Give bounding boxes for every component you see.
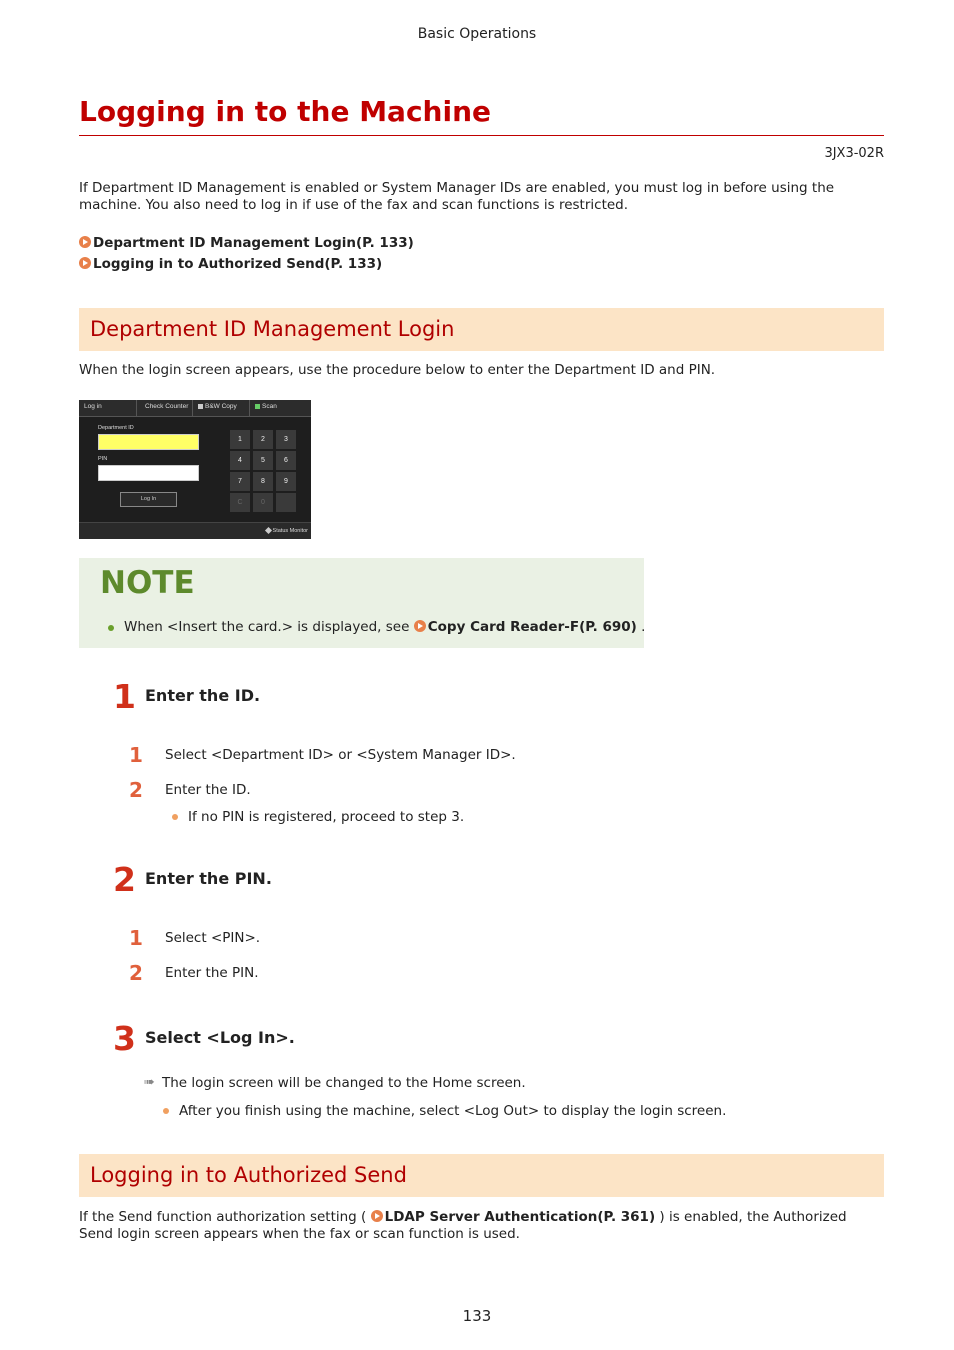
step-title: Enter the ID.	[145, 686, 261, 705]
bullet-text: If no PIN is registered, proceed to step 3.	[188, 809, 465, 825]
step-title: Enter the PIN.	[145, 869, 272, 888]
page-title: Logging in to the Machine	[79, 95, 492, 128]
link-arrow-icon	[371, 1210, 383, 1222]
step-number: 1	[113, 677, 136, 716]
link-arrow-icon	[414, 620, 426, 632]
login-screen-image	[79, 400, 311, 539]
screen-status-bar	[79, 522, 311, 539]
bullet-text: After you finish using the machine, select <Log Out> to display the login screen.	[179, 1103, 727, 1119]
link-ldap-auth[interactable]: LDAP Server Authentication(P. 361)	[371, 1209, 656, 1225]
screen-tab-scan: Scan	[255, 403, 277, 410]
screen-key: 3	[276, 430, 296, 449]
link-label: Department ID Management Login(P. 133)	[93, 235, 414, 251]
substep-text: Select <Department ID> or <System Manager ID>.	[165, 747, 516, 763]
note-bullet-dot	[108, 625, 114, 631]
link-copy-card-reader[interactable]: Copy Card Reader-F(P. 690)	[414, 619, 637, 635]
result-arrow-icon: ➠	[144, 1075, 155, 1090]
link-department-login[interactable]	[79, 235, 414, 251]
screen-tab-check-counter: Check Counter	[145, 403, 189, 410]
screen-login-button: Log In	[120, 492, 177, 507]
title-rule	[79, 135, 884, 136]
substep-text: Select <PIN>.	[165, 930, 261, 946]
screen-key: 7	[230, 472, 250, 491]
section2-paragraph: If the Send function authorization setting ( LDAP Server Authentication(P. 361) ) is enabled, the Authorized Send login screen appears when the fax or scan function is used.	[79, 1209, 847, 1242]
step-number: 2	[113, 860, 136, 899]
substep-number: 2	[129, 778, 143, 802]
page-number: 133	[462, 1307, 492, 1325]
screen-tab-login: Log in	[84, 403, 102, 410]
substep-number: 1	[129, 743, 143, 767]
screen-key: 8	[253, 472, 273, 491]
screen-key: 2	[253, 430, 273, 449]
note-title: NOTE	[100, 565, 195, 601]
link-authorized-send[interactable]	[79, 256, 382, 272]
intro-paragraph: If Department ID Management is enabled or System Manager IDs are enabled, you must log in before using the machine. You also need to log in if use of the fax and scan functions is restricted.	[79, 180, 835, 213]
step-number: 3	[113, 1019, 136, 1058]
screen-key: 0	[253, 493, 273, 512]
section-heading-text: Department ID Management Login	[90, 317, 455, 341]
screen-tab-bw-copy: B&W Copy	[198, 403, 237, 410]
screen-pin-field	[98, 465, 199, 481]
result-text: The login screen will be changed to the Home screen.	[162, 1075, 526, 1091]
link-label: Logging in to Authorized Send(P. 133)	[93, 256, 383, 272]
substep-number: 1	[129, 926, 143, 950]
substep-text: Enter the ID.	[165, 782, 251, 798]
screen-pin-label: PIN	[98, 456, 108, 462]
screen-key	[276, 493, 296, 512]
copy-icon	[198, 404, 203, 409]
bullet-dot	[163, 1108, 169, 1114]
step-title: Select <Log In>.	[145, 1028, 295, 1047]
status-monitor-icon	[264, 527, 271, 534]
link-arrow-icon	[79, 257, 91, 269]
screen-key: 6	[276, 451, 296, 470]
screen-status-monitor: Status Monitor	[266, 528, 308, 534]
substep-number: 2	[129, 961, 143, 985]
screen-dept-field	[98, 434, 199, 450]
screen-key: 5	[253, 451, 273, 470]
scan-icon	[255, 404, 260, 409]
note-text: When <Insert the card.> is displayed, see Copy Card Reader-F(P. 690) .	[124, 619, 646, 635]
bullet-dot	[172, 814, 178, 820]
screen-key: 4	[230, 451, 250, 470]
section-heading-text: Logging in to Authorized Send	[90, 1163, 407, 1187]
document-id: 3JX3-02R	[824, 146, 884, 161]
link-arrow-icon	[79, 236, 91, 248]
running-header: Basic Operations	[417, 26, 537, 42]
screen-dept-label: Department ID	[98, 425, 134, 431]
section1-intro: When the login screen appears, use the procedure below to enter the Department ID and PIN.	[79, 362, 716, 378]
screen-key: 1	[230, 430, 250, 449]
substep-text: Enter the PIN.	[165, 965, 259, 981]
screen-tab-bar	[79, 400, 311, 417]
section-heading-department	[79, 308, 884, 351]
section-heading-authorized-send	[79, 1154, 884, 1197]
screen-key: C	[230, 493, 250, 512]
screen-key: 9	[276, 472, 296, 491]
note-box	[79, 558, 644, 648]
